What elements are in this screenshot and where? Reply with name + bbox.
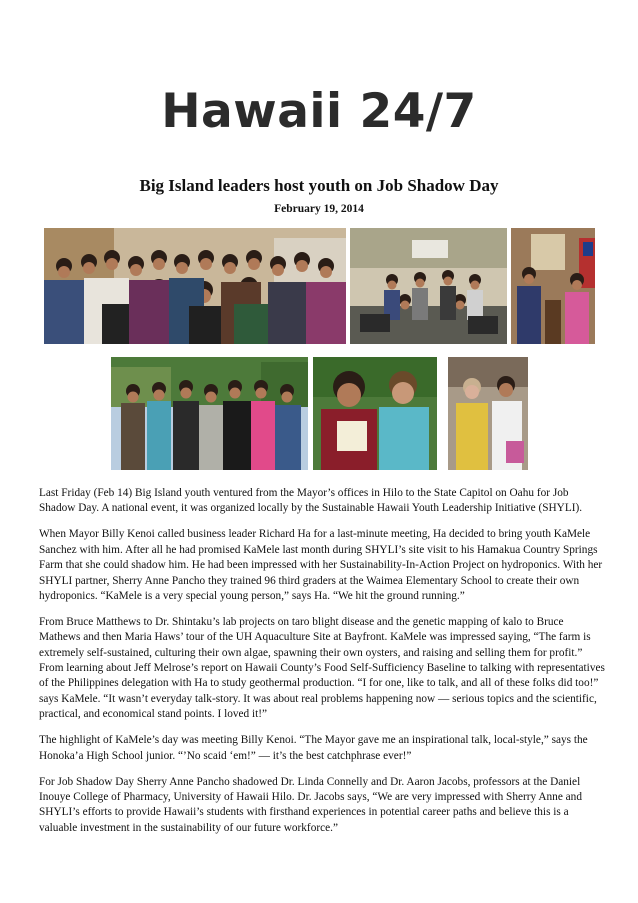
photo-ibis-networks-office (350, 228, 507, 344)
article-headline: Big Island leaders host youth on Job Shadow Day (139, 176, 499, 195)
photo-pharmacy-professors (448, 357, 528, 470)
photo-outdoor-group (111, 357, 308, 470)
article-date: February 19, 2014 (274, 203, 364, 215)
article-paragraph: Last Friday (Feb 14) Big Island youth ventured from the Mayor’s offices in Hilo to the State Capitol on Oahu for Job Shadow Day. A national event, it was organized locally by the Sustainable Hawaii Youth Leadership Initiative (SHYLI). (39, 487, 583, 515)
article-paragraph: The highlight of KaMele’s day was meeting Billy Kenoi. “The Mayor gave me an inspirational talk, local-style,” says the Honoka’a High School junior. “’No scaid ‘em!” — it’s the best catchphrase ever!” (39, 734, 588, 762)
article-paragraph: When Mayor Billy Kenoi called business leader Richard Ha for a last-minute meeting, Ha decided to bring youth KaMele Sanchez with him. After all he had promised KaMele last month during SHYLI’s site visit to his Hamakua Country Springs Farm that she could shadow him. He had been impressed with her Sustainability-In-Action Project on hydroponics. With her SHYLI partner, Sherry Anne Pancho they trained 96 third graders at the Waimea Elementary School to create their own hydroponics. “KaMele is a very special young person,” says Ha. “We hit the ground running.” (39, 528, 603, 602)
article-paragraph: For Job Shadow Day Sherry Anne Pancho shadowed Dr. Linda Connelly and Dr. Aaron Jacobs, professors at the Daniel Inouye College of Pharmacy, University of Hawaii Hilo. Dr. Jacobs says, “We are very impressed with Sherry Anne and SHYLI’s efforts to provide Hawaii’s students with firsthand experiences in potential career paths and believe this is a valuable investment in the sustainability of our future workforce.” (39, 775, 582, 834)
photo-two-women (313, 357, 437, 470)
article-body (39, 486, 605, 847)
masthead-logo: Hawaii 24/7 (161, 84, 477, 139)
photo-state-capitol (511, 228, 595, 344)
article-paragraph: From Bruce Matthews to Dr. Shintaku’s lab projects on taro blight disease and the genetic mapping of kalo to Bruce Mathews and then Maria Haws’ tour of the UH Aquaculture Site at Bayfront. KaMele was impressed saying, “The farm is extremely self-sustained, culturing their own algae, spawning their own oysters, and raising and selling them for profit.” From learning about Jeff Melrose’s report on Hawaii County’s Food Self-Sufficiency Baseline to talking with representatives of the Philippines delegation with Ha to study geothermal production. “I for one, like to talk, and all of these folks did too!” says KaMele. “It wasn’t everyday talk-story. It was about real problems happening now — serious topics and the scientific, practical, and economical stand points. I loved it!” (39, 615, 605, 721)
photo-group-mayor-office (44, 228, 346, 344)
